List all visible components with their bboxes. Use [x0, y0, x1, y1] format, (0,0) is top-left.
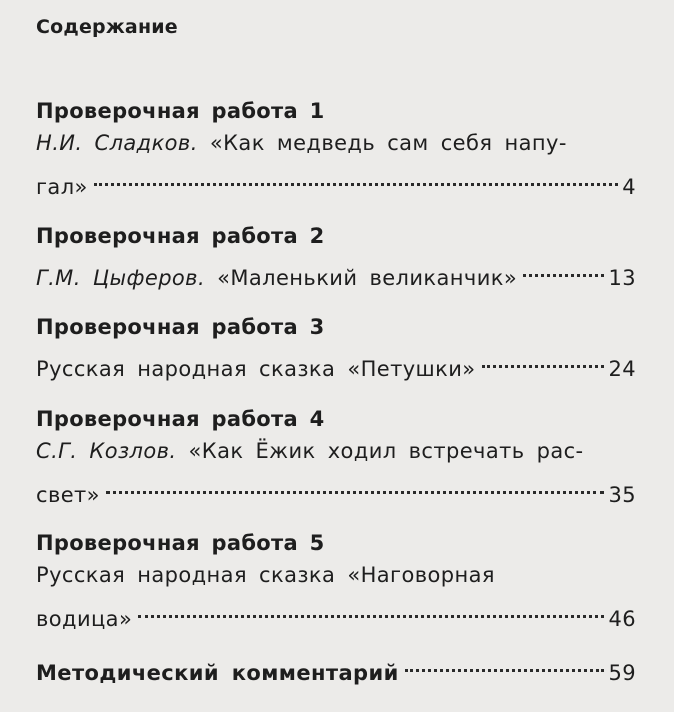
entry-author: С.Г. Козлов.	[36, 439, 177, 463]
entry-text: свет»	[36, 483, 100, 507]
section-title: Проверочная работа 5	[36, 531, 325, 555]
section-title: Проверочная работа 4	[36, 407, 325, 431]
dot-leader	[482, 342, 605, 376]
entry-text: Русская народная сказка «Петушки»	[36, 357, 476, 381]
dot-leader	[405, 646, 605, 680]
toc-final-entry	[36, 646, 636, 685]
entry-text: гал»	[36, 175, 88, 199]
toc-section-1	[36, 98, 636, 199]
dot-leader	[94, 160, 618, 194]
entry-author: Г.М. Цыферов.	[36, 266, 206, 290]
entry-line-with-page[interactable]	[36, 592, 636, 631]
entry-text: «Как медведь сам себя напу-	[197, 131, 567, 155]
page-number: 24	[608, 357, 636, 381]
dot-leader	[138, 592, 604, 626]
page-number: 4	[622, 175, 636, 199]
entry-text: «Маленький великанчик»	[205, 266, 518, 290]
entry-line-with-page[interactable]	[36, 468, 636, 507]
section-title: Проверочная работа 3	[36, 315, 325, 339]
section-title: Проверочная работа 1	[36, 99, 325, 123]
entry-line-with-page[interactable]	[36, 342, 636, 381]
entry-text: «Как Ёжик ходил встречать рас-	[176, 439, 584, 463]
entry-author: Н.И. Сладков.	[36, 131, 198, 155]
page-number: 13	[608, 266, 636, 290]
page-title: Содержание	[36, 16, 178, 38]
entry-line	[36, 558, 636, 592]
entry-line-with-page[interactable]	[36, 160, 636, 199]
toc-section-5	[36, 530, 636, 631]
page-number: 46	[608, 607, 636, 631]
entry-line-with-page[interactable]	[36, 646, 636, 685]
section-title: Проверочная работа 2	[36, 224, 325, 248]
entry-text: Русская народная сказка «Наговорная	[36, 563, 495, 587]
page-number: 35	[608, 483, 636, 507]
entry-line-with-page[interactable]	[36, 251, 636, 290]
entry-line	[36, 126, 636, 160]
page-number: 59	[608, 661, 636, 685]
entry-line	[36, 434, 636, 468]
toc-section-2	[36, 223, 636, 290]
toc-section-4	[36, 406, 636, 507]
dot-leader	[106, 468, 605, 502]
toc-section-3	[36, 314, 636, 381]
entry-text: водица»	[36, 607, 133, 631]
dot-leader	[523, 251, 604, 285]
entry-text: Методический комментарий	[36, 661, 399, 685]
